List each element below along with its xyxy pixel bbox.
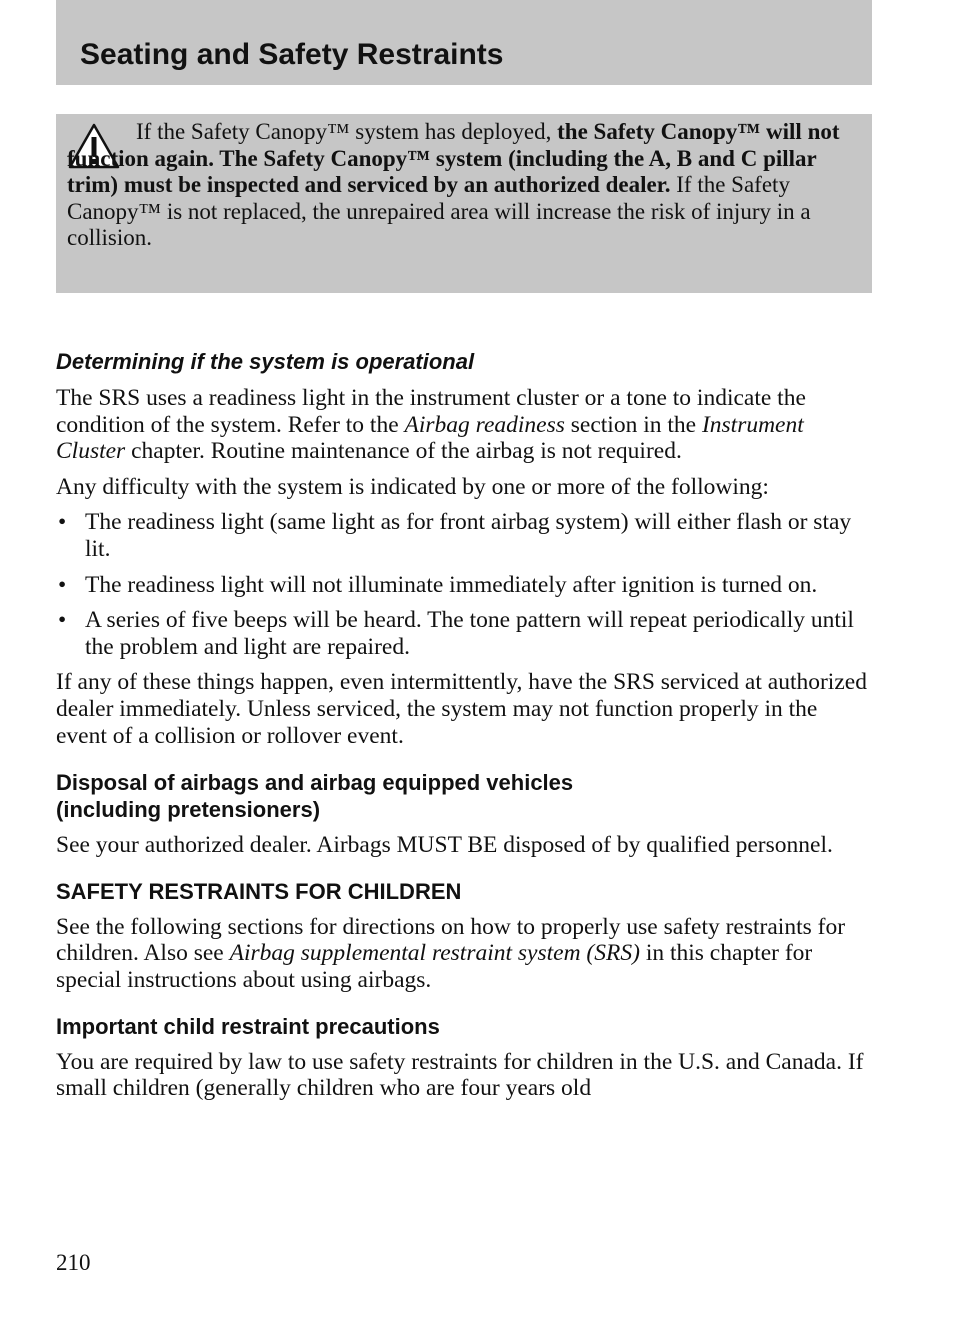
text-run-italic: Airbag supplemental restraint system (SRS) — [229, 940, 640, 967]
text-run: in this chapter for special instructions about using airbags. — [56, 940, 813, 993]
list-item — [56, 607, 868, 660]
list-item — [56, 572, 868, 599]
paragraph: You are required by law to use safety restraints for children in the U.S. and Canada. If small children (generally children who are four years old — [56, 1048, 864, 1102]
section-heading-children: SAFETY RESTRAINTS FOR CHILDREN — [56, 878, 462, 904]
warning-text-intro: If the Safety Canopy™ system has deployed, — [136, 119, 558, 144]
main-content — [56, 348, 868, 1111]
list-item-text: The readiness light will not illuminate immediately after ignition is turned on. — [85, 571, 818, 598]
bullet-list — [56, 509, 868, 660]
list-item — [56, 509, 868, 562]
text-run: The SRS uses a readiness light in the instrument cluster or a tone to indicate the condition of the system. Refer to the — [56, 385, 806, 438]
paragraph — [56, 385, 868, 465]
list-item-text: The readiness light (same light as for front airbag system) will either flash or stay lit. — [85, 509, 852, 562]
paragraph — [56, 914, 868, 994]
paragraph: If any of these things happen, even intermittently, have the SRS serviced at authorized dealer immediately. Unless serviced, the system may not function properly in the event of a collision or rollover event. — [56, 669, 867, 749]
heading-line: Disposal of airbags and airbag equipped vehicles — [56, 770, 574, 796]
warning-text — [67, 119, 862, 252]
bullet-icon: • — [58, 571, 67, 598]
section-heading-operational: Determining if the system is operational — [56, 349, 475, 374]
text-run: chapter. Routine maintenance of the airbag is not required. — [125, 438, 682, 465]
section-heading-disposal — [56, 769, 868, 823]
warning-box — [56, 114, 872, 293]
bullet-icon: • — [58, 509, 67, 536]
page-number: 210 — [56, 1250, 91, 1275]
text-run-italic: Instrument Cluster — [56, 411, 804, 465]
text-run-italic: Airbag readiness — [404, 411, 565, 438]
warning-text-bold: the Safety Canopy™ will not function again. The Safety Canopy™ system (including the A, B and C pillar trim) must be inspected and serviced by an authorized dealer. — [67, 119, 840, 198]
list-item-text: A series of five beeps will be heard. The tone pattern will repeat periodically until the problem and light are repaired. — [85, 607, 854, 660]
section-heading-precautions: Important child restraint precautions — [56, 1013, 440, 1039]
page-header — [56, 0, 872, 85]
warning-text-end: If the Safety Canopy™ is not replaced, the unrepaired area will increase the risk of injury in a collision. — [67, 172, 811, 251]
text-run: See the following sections for directions on how to properly use safety restraints for children. Also see — [56, 913, 846, 967]
bullet-icon: • — [58, 607, 67, 634]
text-run: section in the — [564, 411, 702, 438]
page-title: Seating and Safety Restraints — [80, 38, 504, 71]
paragraph: Any difficulty with the system is indicated by one or more of the following: — [56, 473, 769, 500]
heading-line: (including pretensioners) — [56, 797, 321, 823]
paragraph: See your authorized dealer. Airbags MUST BE disposed of by qualified personnel. — [56, 832, 833, 859]
